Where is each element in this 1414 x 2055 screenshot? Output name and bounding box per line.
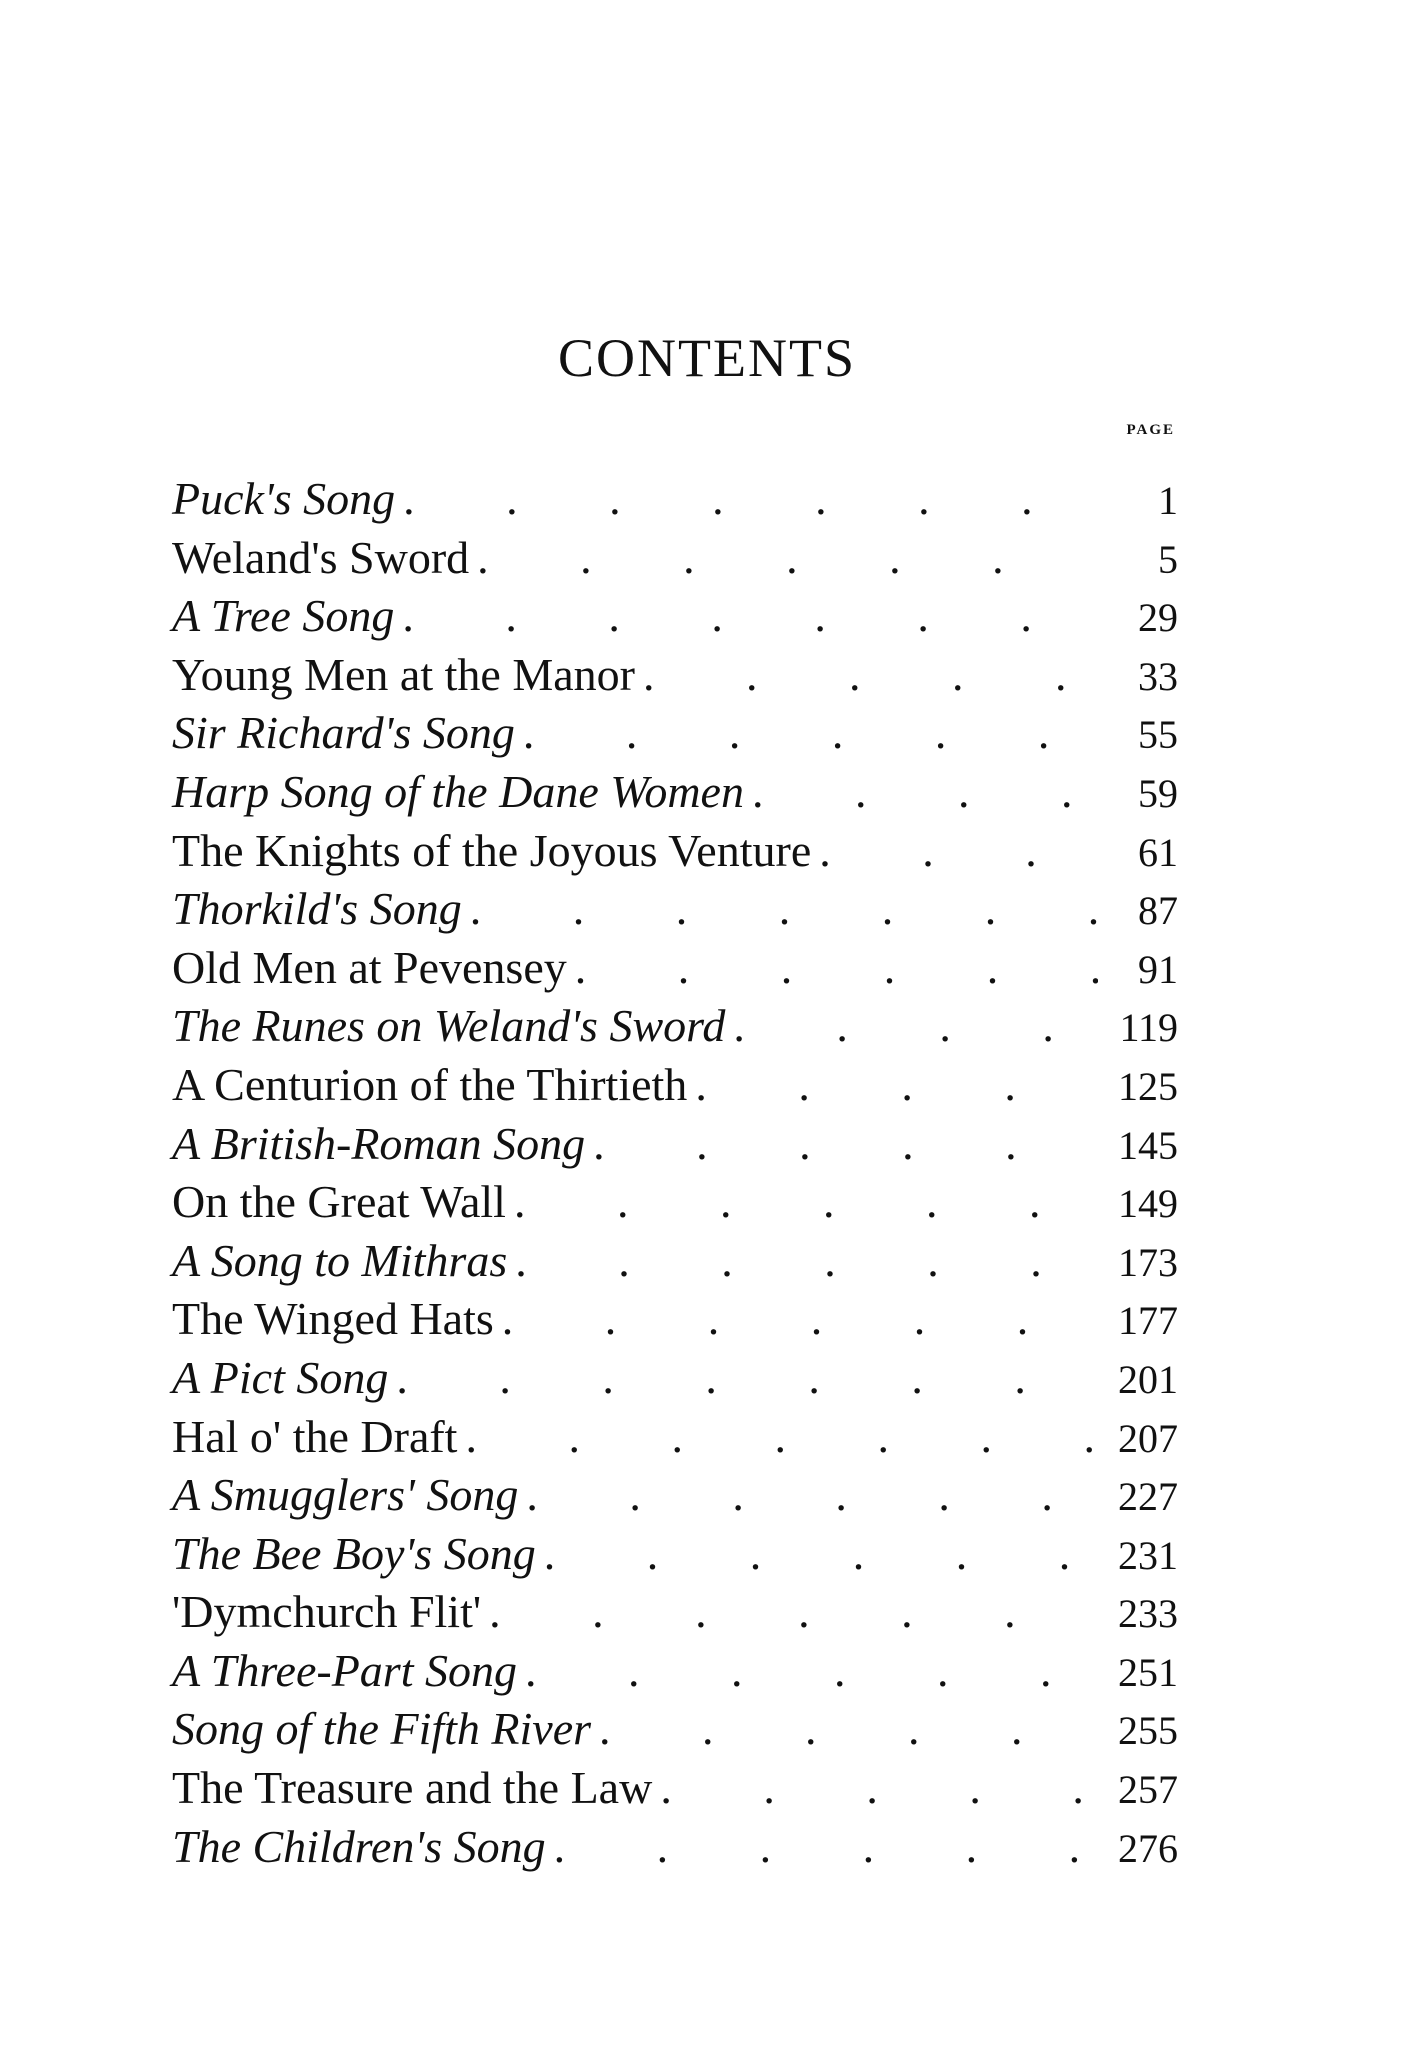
toc-entry-page: 173	[1118, 1239, 1178, 1285]
toc-entry	[172, 880, 1178, 939]
toc-entry-title: A Pict Song	[172, 1351, 389, 1403]
toc-entry	[172, 1642, 1178, 1701]
toc-entry	[172, 763, 1178, 822]
toc-entry-title: The Children's Song	[172, 1820, 546, 1872]
toc-entry-page: 177	[1118, 1298, 1178, 1344]
toc-entry	[172, 646, 1178, 705]
dot-leader	[518, 1466, 1098, 1525]
toc-entry-title: A Centurion of the Thirtieth	[172, 1058, 688, 1110]
dot-leader	[388, 1349, 1098, 1408]
toc-entry-page: 233	[1118, 1591, 1178, 1637]
toc-entry-title: On the Great Wall	[172, 1176, 506, 1228]
toc-entry	[172, 1466, 1178, 1525]
toc-entry-page: 276	[1118, 1825, 1178, 1871]
toc-entry	[172, 1056, 1178, 1115]
toc-entry-title: Song of the Fifth River	[172, 1703, 592, 1755]
toc-entry-title: Puck's Song	[172, 473, 396, 524]
dot-leader	[517, 1642, 1098, 1701]
toc-entry-page: 201	[1118, 1356, 1178, 1402]
dot-leader	[585, 1115, 1098, 1174]
dot-leader	[395, 470, 1098, 529]
toc-entry-page: 119	[1119, 1005, 1178, 1051]
toc-entry	[172, 529, 1178, 588]
toc-entry-page: 59	[1138, 770, 1178, 816]
toc-entry-page: 55	[1138, 712, 1178, 758]
toc-entry-title: A Tree Song	[172, 590, 395, 642]
dot-leader	[744, 763, 1098, 822]
dot-leader	[635, 646, 1098, 705]
toc-entry-title: Sir Richard's Song	[172, 707, 515, 759]
toc-entry-page: 87	[1138, 888, 1178, 934]
toc-entry-page: 149	[1118, 1181, 1178, 1227]
toc-entry-page: 61	[1138, 829, 1178, 875]
toc-entry-page: 257	[1118, 1767, 1178, 1813]
toc-entry	[172, 1173, 1178, 1232]
toc-entry-title: The Bee Boy's Song	[172, 1527, 536, 1579]
toc-entry-title: A Three-Part Song	[172, 1644, 517, 1696]
dot-leader	[591, 1700, 1098, 1759]
dot-leader	[469, 529, 1098, 588]
dot-leader	[652, 1759, 1098, 1818]
toc-entry-title: The Runes on Weland's Sword	[172, 1000, 726, 1052]
toc-entry-page: 227	[1118, 1474, 1178, 1520]
toc-entry-title: Hal o' the Draft	[172, 1410, 458, 1462]
toc-entry-title: A Smugglers' Song	[172, 1469, 519, 1521]
toc-entry-title: Harp Song of the Dane Women	[172, 765, 744, 817]
toc-entry-page: 5	[1158, 536, 1178, 582]
toc-entry	[172, 1290, 1178, 1349]
toc-entry	[172, 704, 1178, 763]
toc-entry	[172, 1700, 1178, 1759]
toc-entry-page: 33	[1138, 653, 1178, 699]
table-of-contents	[172, 470, 1178, 1876]
toc-entry-title: The Winged Hats	[172, 1293, 494, 1345]
dot-leader	[515, 704, 1098, 763]
toc-entry-title: 'Dymchurch Flit'	[172, 1586, 482, 1638]
toc-entry-page: 1	[1158, 478, 1178, 523]
dot-leader	[811, 822, 1098, 881]
toc-entry-title: The Treasure and the Law	[172, 1762, 653, 1814]
toc-entry	[172, 822, 1178, 881]
toc-entry-page: 207	[1118, 1415, 1178, 1461]
toc-entry-page: 231	[1118, 1532, 1178, 1578]
toc-entry	[172, 1525, 1178, 1584]
toc-entry	[172, 587, 1178, 646]
toc-entry	[172, 470, 1178, 529]
toc-entry-page: 251	[1118, 1649, 1178, 1695]
toc-entry	[172, 1583, 1178, 1642]
toc-entry-title: The Knights of the Joyous Venture	[172, 824, 812, 876]
toc-entry-title: Weland's Sword	[172, 531, 470, 583]
dot-leader	[687, 1056, 1098, 1115]
toc-entry-page: 145	[1118, 1122, 1178, 1168]
toc-entry	[172, 1759, 1178, 1818]
toc-entry	[172, 997, 1178, 1056]
toc-entry	[172, 1818, 1178, 1877]
dot-leader	[507, 1232, 1098, 1291]
toc-entry	[172, 1349, 1178, 1408]
toc-entry-title: Young Men at the Manor	[172, 648, 635, 700]
toc-entry-page: 91	[1138, 946, 1178, 992]
page-column-label: PAGE	[1126, 422, 1175, 438]
dot-leader	[536, 1525, 1098, 1584]
dot-leader	[546, 1818, 1098, 1877]
dot-leader	[494, 1290, 1098, 1349]
dot-leader	[567, 939, 1098, 998]
toc-entry-title: A British-Roman Song	[172, 1117, 586, 1169]
dot-leader	[462, 880, 1098, 939]
toc-entry	[172, 1232, 1178, 1291]
toc-entry-title: Old Men at Pevensey	[172, 941, 567, 993]
toc-entry	[172, 1408, 1178, 1467]
toc-entry	[172, 939, 1178, 998]
toc-entry-page: 125	[1118, 1063, 1178, 1109]
dot-leader	[506, 1173, 1098, 1232]
toc-entry-page: 255	[1118, 1708, 1178, 1754]
dot-leader	[457, 1408, 1098, 1467]
dot-leader	[394, 587, 1098, 646]
toc-entry-page: 29	[1138, 595, 1178, 641]
dot-leader	[481, 1583, 1098, 1642]
toc-entry-title: A Song to Mithras	[172, 1234, 508, 1286]
toc-entry-title: Thorkild's Song	[172, 883, 462, 935]
contents-heading: CONTENTS	[558, 328, 856, 388]
dot-leader	[725, 997, 1098, 1056]
toc-entry	[172, 1115, 1178, 1174]
